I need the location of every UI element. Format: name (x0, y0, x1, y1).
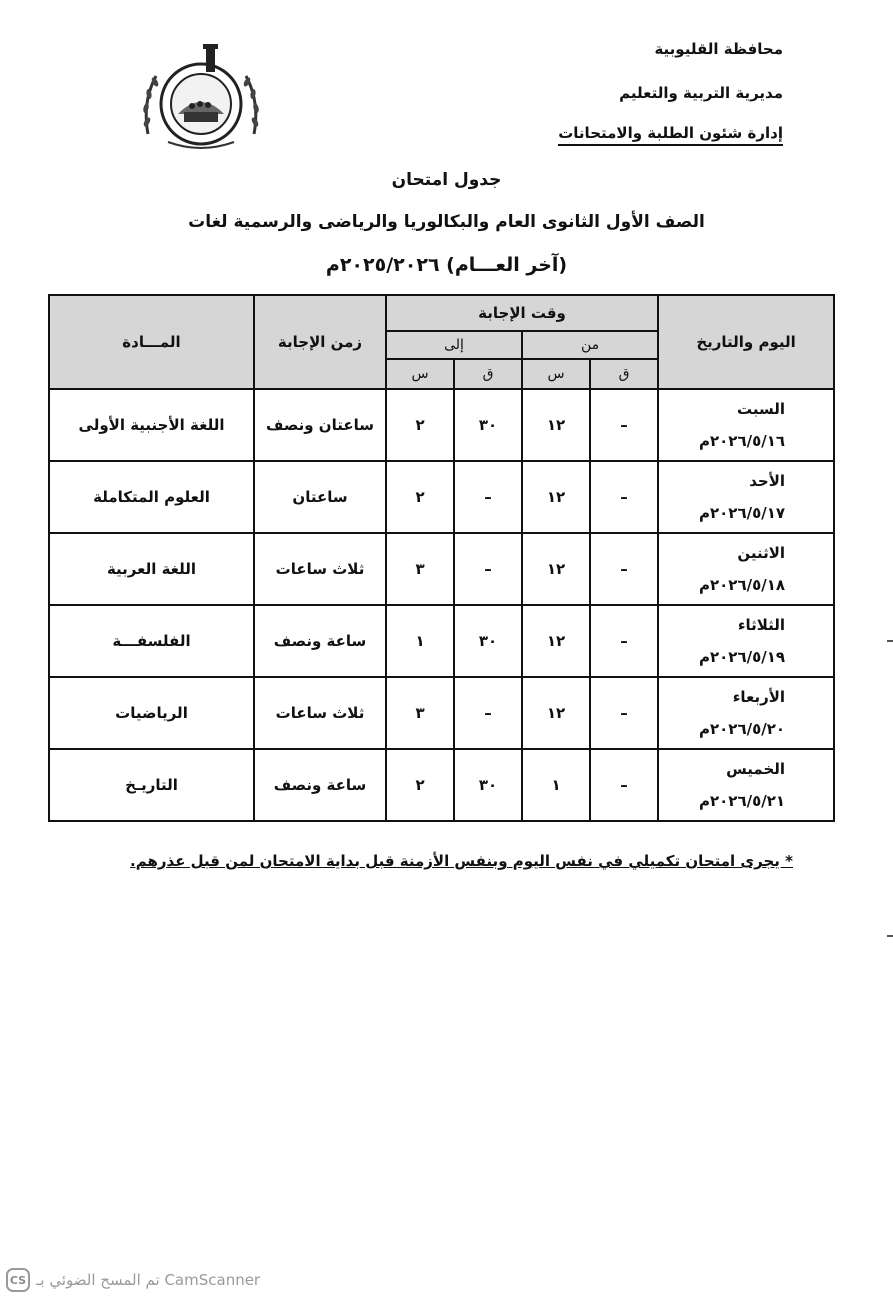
to-minute-cell: – (454, 461, 522, 533)
day-name: السبت (737, 400, 786, 418)
exam-schedule-table (48, 294, 835, 822)
day-name: الأحد (749, 472, 786, 490)
exam-schedule-table-container (48, 294, 833, 822)
to-hour-cell: ١ (386, 605, 454, 677)
term-year-subtitle: (آخر العـــام) ٢٠٢٥/٢٠٢٦م (325, 254, 568, 276)
exam-schedule-title: جدول امتحان (391, 170, 502, 190)
to-hour-cell: ٢ (386, 461, 454, 533)
exam-date: ٢٠٢٦/٥/٢١م (699, 792, 786, 810)
to-hour-cell: ٢ (386, 389, 454, 461)
to-hour-header: س (386, 359, 454, 389)
from-minute-cell: – (590, 605, 658, 677)
day-date-cell (658, 389, 834, 461)
exam-date: ٢٠٢٦/٥/١٦م (699, 432, 786, 450)
from-minute-cell: – (590, 389, 658, 461)
from-minute-header: ق (590, 359, 658, 389)
duration-cell: ثلاث ساعات (254, 533, 386, 605)
to-hour-cell: ٢ (386, 749, 454, 821)
from-minute-cell: – (590, 533, 658, 605)
to-header: إلى (386, 331, 522, 359)
to-minute-cell: – (454, 677, 522, 749)
day-date-cell (658, 605, 834, 677)
day-name: الاثنين (737, 544, 786, 562)
table-row (49, 461, 834, 533)
duration-cell: ساعتان ونصف (254, 389, 386, 461)
subject-cell: الفلسفـــة (49, 605, 254, 677)
duration-cell: ساعتان (254, 461, 386, 533)
table-row (49, 677, 834, 749)
scan-edge-mark (887, 935, 893, 937)
duration-cell: ساعة ونصف (254, 749, 386, 821)
to-minute-cell: ٣٠ (454, 605, 522, 677)
governorate-label: محافظة القليوبية (654, 40, 783, 58)
from-hour-cell: ١٢ (522, 389, 590, 461)
exam-date: ٢٠٢٦/٥/١٨م (699, 576, 786, 594)
day-date-header: اليوم والتاريخ (658, 295, 834, 389)
subject-cell: العلوم المتكاملة (49, 461, 254, 533)
from-hour-cell: ١٢ (522, 533, 590, 605)
supplementary-exam-note: * يجرى امتحان تكميلي في نفس اليوم وبنفس الأزمنة قبل بداية الامتحان لمن قبل عذرهم. (130, 852, 793, 870)
from-hour-cell: ١ (522, 749, 590, 821)
ministry-seal-icon (138, 42, 264, 158)
camscanner-logo-icon: CS (6, 1268, 30, 1292)
subject-cell: الرياضيات (49, 677, 254, 749)
from-hour-cell: ١٢ (522, 461, 590, 533)
day-date-cell (658, 749, 834, 821)
camscanner-text: تم المسح الضوئي بـ CamScanner (36, 1271, 261, 1289)
day-date-cell (658, 677, 834, 749)
table-row (49, 389, 834, 461)
from-minute-cell: – (590, 461, 658, 533)
exam-date: ٢٠٢٦/٥/١٩م (699, 648, 786, 666)
subject-cell: التاريـخ (49, 749, 254, 821)
to-hour-cell: ٣ (386, 677, 454, 749)
from-hour-cell: ١٢ (522, 677, 590, 749)
camscanner-watermark (6, 1268, 260, 1292)
duration-header: زمن الإجابة (254, 295, 386, 389)
from-hour-cell: ١٢ (522, 605, 590, 677)
day-name: الأربعاء (732, 688, 786, 706)
to-minute-cell: ٣٠ (454, 749, 522, 821)
day-date-cell (658, 461, 834, 533)
duration-cell: ثلاث ساعات (254, 677, 386, 749)
day-name: الثلاثاء (737, 616, 786, 634)
duration-cell: ساعة ونصف (254, 605, 386, 677)
answer-time-header: وقت الإجابة (386, 295, 658, 331)
from-minute-cell: – (590, 749, 658, 821)
to-minute-cell: – (454, 533, 522, 605)
day-date-cell (658, 533, 834, 605)
from-hour-header: س (522, 359, 590, 389)
subject-header: المـــادة (49, 295, 254, 389)
from-minute-cell: – (590, 677, 658, 749)
exam-date: ٢٠٢٦/٥/١٧م (699, 504, 786, 522)
to-minute-header: ق (454, 359, 522, 389)
to-hour-cell: ٣ (386, 533, 454, 605)
table-row (49, 533, 834, 605)
table-row (49, 749, 834, 821)
department-label: إدارة شئون الطلبة والامتحانات (558, 124, 783, 146)
subject-cell: اللغة العربية (49, 533, 254, 605)
scan-edge-mark (887, 640, 893, 642)
subject-cell: اللغة الأجنبية الأولى (49, 389, 254, 461)
day-name: الخميس (726, 760, 786, 778)
from-header: من (522, 331, 658, 359)
directorate-label: مديرية التربية والتعليم (619, 84, 783, 102)
to-minute-cell: ٣٠ (454, 389, 522, 461)
table-row (49, 605, 834, 677)
grade-subtitle: الصف الأول الثانوى العام والبكالوريا والرياضى والرسمية لغات (188, 212, 705, 232)
exam-date: ٢٠٢٦/٥/٢٠م (699, 720, 786, 738)
